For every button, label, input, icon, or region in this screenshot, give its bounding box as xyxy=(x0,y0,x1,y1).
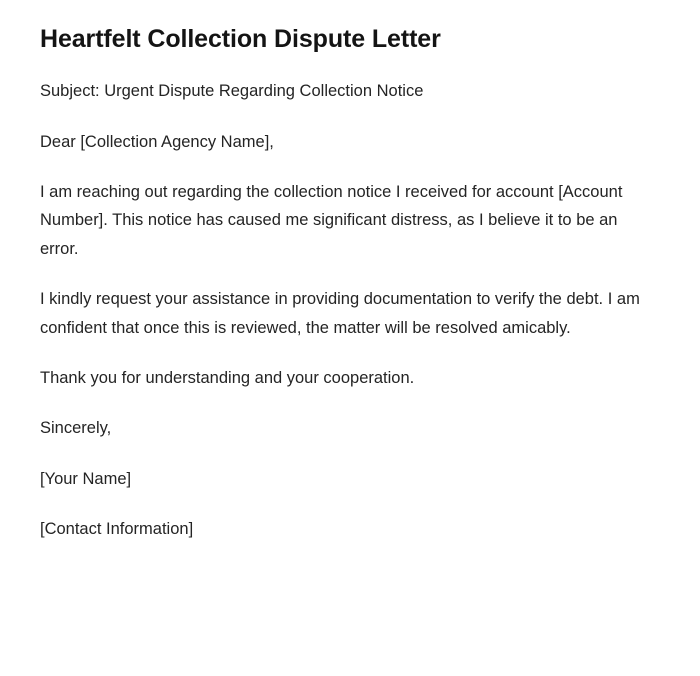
paragraph-salutation: Dear [Collection Agency Name], xyxy=(40,132,274,151)
paragraph-body-2: I kindly request your assistance in providing documentation to verify the debt. I am confident that once this is reviewed, the matter will be resolved amicably. xyxy=(40,290,640,337)
paragraph-signature-name: [Your Name] xyxy=(40,469,132,488)
paragraph-body-1: I am reaching out regarding the collection notice I received for account [Account Number]. This notice has caused me significant distress, as I believe it to be an error. xyxy=(40,183,623,258)
paragraph-thanks: Thank you for understanding and your cooperation. xyxy=(40,368,415,387)
paragraph-subject: Subject: Urgent Dispute Regarding Collection Notice xyxy=(40,82,424,101)
paragraph-contact-info: [Contact Information] xyxy=(40,520,194,538)
page-title: Heartfelt Collection Dispute Letter xyxy=(40,25,441,53)
document-body xyxy=(40,77,644,543)
paragraph-closing: Sincerely, xyxy=(40,419,112,438)
